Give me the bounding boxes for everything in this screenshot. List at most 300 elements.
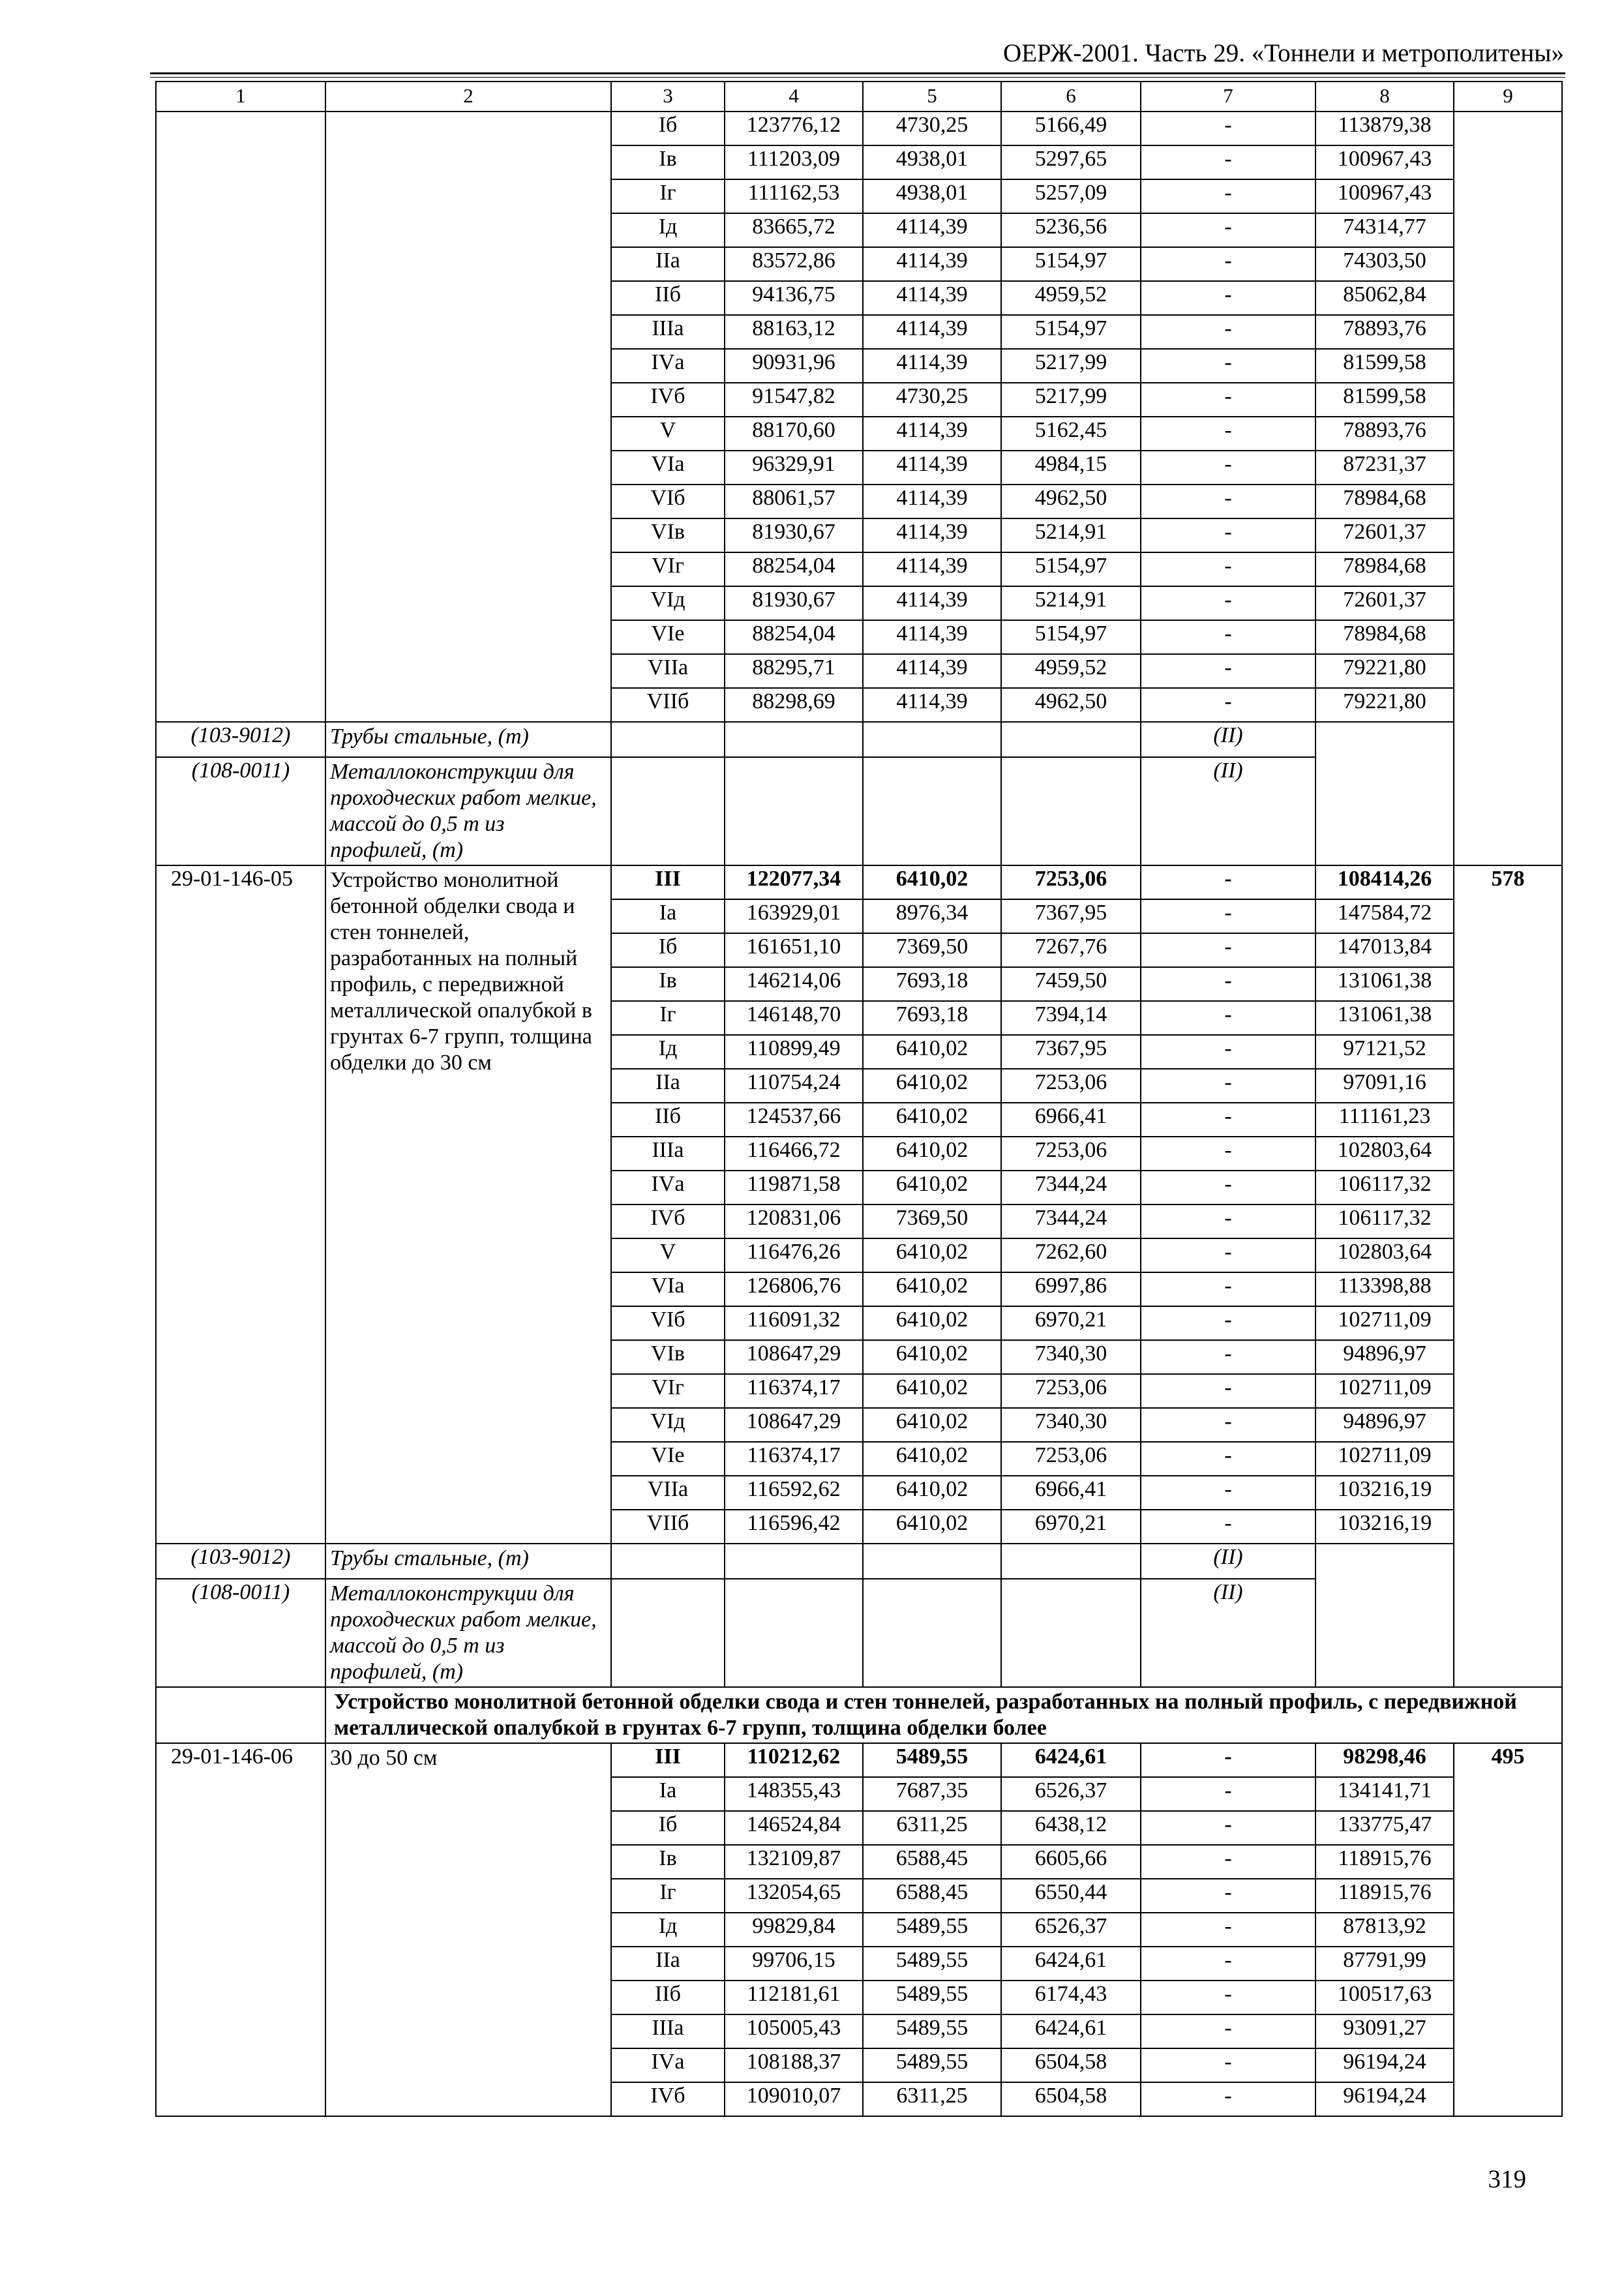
- variant-cell: Iд: [611, 1035, 725, 1069]
- variant-cell: IVа: [611, 2048, 725, 2082]
- total-cost-cell: 163929,01: [725, 899, 863, 933]
- total-cost-cell: 148355,43: [725, 1777, 863, 1811]
- wages-cell: 4114,39: [863, 586, 1001, 620]
- column-number: 9: [1454, 82, 1562, 112]
- machines-cell: 7262,60: [1001, 1238, 1141, 1272]
- materials-cost-cell: 78893,76: [1316, 417, 1454, 451]
- materials-cost-cell: 78984,68: [1316, 552, 1454, 586]
- header-rule: [150, 72, 1565, 74]
- total-cost-cell: 110899,49: [725, 1035, 863, 1069]
- materials-cost-cell: 85062,84: [1316, 281, 1454, 315]
- variant-cell: VIб: [611, 485, 725, 518]
- wages-cell: 6410,02: [863, 1171, 1001, 1204]
- wages-cell: 5489,55: [863, 1947, 1001, 1981]
- total-cost-cell: 99829,84: [725, 1913, 863, 1947]
- driver-wages-cell: -: [1141, 1442, 1316, 1476]
- total-cost-cell: 83572,86: [725, 247, 863, 281]
- total-cost-cell: 116374,17: [725, 1442, 863, 1476]
- variant-cell: Iг: [611, 179, 725, 213]
- total-cost-cell: 99706,15: [725, 1947, 863, 1981]
- wages-cell: 6410,02: [863, 1374, 1001, 1408]
- rate-code: 29-01-146-05: [156, 865, 325, 1544]
- wages-cell: 6588,45: [863, 1845, 1001, 1879]
- variant-cell: Iг: [611, 1879, 725, 1913]
- materials-cost-cell: 93091,27: [1316, 2014, 1454, 2048]
- machines-cell: 6438,12: [1001, 1811, 1141, 1845]
- driver-wages-cell: -: [1141, 1238, 1316, 1272]
- page-header-title: ОЕРЖ-2001. Часть 29. «Тоннели и метрополитены»: [1002, 39, 1564, 67]
- machines-cell: 7253,06: [1001, 1137, 1141, 1171]
- total-cost-cell: 124537,66: [725, 1103, 863, 1137]
- variant-cell: VIв: [611, 518, 725, 552]
- materials-cost-cell: 106117,32: [1316, 1171, 1454, 1204]
- machines-cell: 5214,91: [1001, 586, 1141, 620]
- materials-cost-cell: 94896,97: [1316, 1340, 1454, 1374]
- materials-cost-cell: 147584,72: [1316, 899, 1454, 933]
- materials-cost-cell: 108414,26: [1316, 865, 1454, 899]
- material-row: [156, 1544, 1562, 1579]
- wages-cell: 4114,39: [863, 552, 1001, 586]
- material-name: Металлоконструкции для проходческих работ мелкие, массой до 0,5 т из профилей, (т): [325, 1579, 611, 1687]
- variant-cell: IIа: [611, 1069, 725, 1103]
- total-cost-cell: 81930,67: [725, 518, 863, 552]
- wages-cell: 6410,02: [863, 1103, 1001, 1137]
- driver-wages-cell: -: [1141, 518, 1316, 552]
- variant-cell: IVб: [611, 2082, 725, 2116]
- header-rule-thin: [150, 77, 1565, 78]
- section-heading-row: [156, 1687, 1562, 1743]
- machines-cell: 7394,14: [1001, 1001, 1141, 1035]
- material-name: Трубы стальные, (т): [325, 722, 611, 757]
- driver-wages-cell: -: [1141, 145, 1316, 179]
- materials-cost-cell: 147013,84: [1316, 933, 1454, 967]
- empty-cell: [725, 1544, 863, 1579]
- variant-cell: Iв: [611, 145, 725, 179]
- material-row: [156, 1579, 1562, 1687]
- wages-cell: 6410,02: [863, 1476, 1001, 1510]
- materials-cost-cell: 74314,77: [1316, 213, 1454, 247]
- variant-cell: VIв: [611, 1340, 725, 1374]
- variant-cell: VIIб: [611, 1510, 725, 1544]
- total-cost-cell: 116592,62: [725, 1476, 863, 1510]
- wages-cell: 4114,39: [863, 485, 1001, 518]
- wages-cell: 6410,02: [863, 1408, 1001, 1442]
- material-code: (108-0011): [156, 757, 325, 865]
- materials-cost-cell: 102711,09: [1316, 1374, 1454, 1408]
- total-cost-cell: 88254,04: [725, 552, 863, 586]
- total-cost-cell: 146214,06: [725, 967, 863, 1001]
- driver-wages-cell: -: [1141, 586, 1316, 620]
- total-cost-cell: 111162,53: [725, 179, 863, 213]
- wages-cell: 6311,25: [863, 2082, 1001, 2116]
- machines-cell: 6605,66: [1001, 1845, 1141, 1879]
- code-cell: [156, 112, 325, 722]
- driver-wages-cell: -: [1141, 1811, 1316, 1845]
- materials-cost-cell: 100967,43: [1316, 179, 1454, 213]
- empty-cell: [725, 757, 863, 865]
- driver-wages-cell: -: [1141, 1001, 1316, 1035]
- wages-cell: 6588,45: [863, 1879, 1001, 1913]
- total-cost-cell: 116374,17: [725, 1374, 863, 1408]
- machines-cell: 6424,61: [1001, 2014, 1141, 2048]
- machines-cell: 6424,61: [1001, 1743, 1141, 1777]
- total-cost-cell: 146524,84: [725, 1811, 863, 1845]
- material-note: (II): [1141, 757, 1316, 865]
- machines-cell: 7267,76: [1001, 933, 1141, 967]
- driver-wages-cell: -: [1141, 967, 1316, 1001]
- column-number: 5: [863, 82, 1001, 112]
- materials-cost-cell: 131061,38: [1316, 1001, 1454, 1035]
- machines-cell: 6970,21: [1001, 1510, 1141, 1544]
- variant-cell: III: [611, 865, 725, 899]
- materials-cost-cell: 87231,37: [1316, 451, 1454, 485]
- driver-wages-cell: -: [1141, 899, 1316, 933]
- machines-cell: 5154,97: [1001, 315, 1141, 349]
- material-code: (103-9012): [156, 722, 325, 757]
- driver-wages-cell: -: [1141, 179, 1316, 213]
- variant-cell: VIд: [611, 1408, 725, 1442]
- materials-cost-cell: 97091,16: [1316, 1069, 1454, 1103]
- wages-cell: 6410,02: [863, 1306, 1001, 1340]
- variant-cell: Iб: [611, 1811, 725, 1845]
- column-number: 4: [725, 82, 863, 112]
- materials-cost-cell: 97121,52: [1316, 1035, 1454, 1069]
- total-cost-cell: 126806,76: [725, 1272, 863, 1306]
- variant-cell: Iб: [611, 933, 725, 967]
- wages-cell: 6410,02: [863, 1442, 1001, 1476]
- materials-cost-cell: 100967,43: [1316, 145, 1454, 179]
- driver-wages-cell: -: [1141, 1374, 1316, 1408]
- total-cost-cell: 83665,72: [725, 213, 863, 247]
- materials-cost-cell: 79221,80: [1316, 688, 1454, 722]
- variant-cell: IIIа: [611, 315, 725, 349]
- page-number: 319: [1488, 2165, 1526, 2193]
- variant-cell: Iг: [611, 1001, 725, 1035]
- wages-cell: 5489,55: [863, 2014, 1001, 2048]
- materials-cost-cell: 113879,38: [1316, 112, 1454, 145]
- wages-cell: 4114,39: [863, 213, 1001, 247]
- driver-wages-cell: -: [1141, 1510, 1316, 1544]
- driver-wages-cell: -: [1141, 281, 1316, 315]
- variant-cell: IIб: [611, 281, 725, 315]
- total-cost-cell: 116466,72: [725, 1137, 863, 1171]
- variant-cell: VIд: [611, 586, 725, 620]
- wages-cell: 6410,02: [863, 1069, 1001, 1103]
- materials-cost-cell: 74303,50: [1316, 247, 1454, 281]
- material-note: (II): [1141, 1544, 1316, 1579]
- driver-wages-cell: -: [1141, 349, 1316, 383]
- materials-cost-cell: 134141,71: [1316, 1777, 1454, 1811]
- machines-cell: 7253,06: [1001, 1374, 1141, 1408]
- materials-cost-cell: 81599,58: [1316, 383, 1454, 417]
- wages-cell: 6410,02: [863, 1137, 1001, 1171]
- driver-wages-cell: -: [1141, 2048, 1316, 2082]
- total-cost-cell: 109010,07: [725, 2082, 863, 2116]
- materials-cost-cell: 72601,37: [1316, 518, 1454, 552]
- machines-cell: 6970,21: [1001, 1306, 1141, 1340]
- variant-cell: IVа: [611, 349, 725, 383]
- variant-cell: Iв: [611, 967, 725, 1001]
- driver-wages-cell: -: [1141, 383, 1316, 417]
- total-cost-cell: 108188,37: [725, 2048, 863, 2082]
- material-row: [156, 757, 1562, 865]
- materials-cost-cell: 131061,38: [1316, 967, 1454, 1001]
- variant-cell: VIе: [611, 620, 725, 654]
- variant-cell: IIIа: [611, 2014, 725, 2048]
- machines-cell: 6550,44: [1001, 1879, 1141, 1913]
- variant-cell: IIб: [611, 1981, 725, 2014]
- material-name: Металлоконструкции для проходческих работ мелкие, массой до 0,5 т из профилей, (т): [325, 757, 611, 865]
- column-number: 1: [156, 82, 325, 112]
- variant-cell: III: [611, 1743, 725, 1777]
- variant-cell: VIа: [611, 451, 725, 485]
- driver-wages-cell: -: [1141, 485, 1316, 518]
- machines-cell: 4962,50: [1001, 688, 1141, 722]
- total-cost-cell: 116596,42: [725, 1510, 863, 1544]
- variant-cell: IIIа: [611, 1137, 725, 1171]
- material-code: (108-0011): [156, 1579, 325, 1687]
- wages-cell: 6410,02: [863, 1272, 1001, 1306]
- variant-cell: VIг: [611, 1374, 725, 1408]
- wages-cell: 6311,25: [863, 1811, 1001, 1845]
- col9-value: 578: [1454, 865, 1562, 1687]
- materials-cost-cell: 98298,46: [1316, 1743, 1454, 1777]
- empty-cell: [863, 757, 1001, 865]
- machines-cell: 7459,50: [1001, 967, 1141, 1001]
- total-cost-cell: 94136,75: [725, 281, 863, 315]
- wages-cell: 4114,39: [863, 654, 1001, 688]
- machines-cell: 6504,58: [1001, 2048, 1141, 2082]
- total-cost-cell: 110212,62: [725, 1743, 863, 1777]
- total-cost-cell: 132109,87: [725, 1845, 863, 1879]
- empty-cell: [1001, 722, 1141, 757]
- materials-cost-cell: 87813,92: [1316, 1913, 1454, 1947]
- empty-cell: [725, 722, 863, 757]
- wages-cell: 4730,25: [863, 383, 1001, 417]
- driver-wages-cell: -: [1141, 1947, 1316, 1981]
- total-cost-cell: 111203,09: [725, 145, 863, 179]
- machines-cell: 6966,41: [1001, 1103, 1141, 1137]
- machines-cell: 5214,91: [1001, 518, 1141, 552]
- variant-cell: Iа: [611, 1777, 725, 1811]
- machines-cell: 6504,58: [1001, 2082, 1141, 2116]
- driver-wages-cell: -: [1141, 1476, 1316, 1510]
- material-note: (II): [1141, 1579, 1316, 1687]
- driver-wages-cell: -: [1141, 933, 1316, 967]
- driver-wages-cell: -: [1141, 247, 1316, 281]
- machines-cell: 5154,97: [1001, 247, 1141, 281]
- col9-cell: [1454, 112, 1562, 865]
- wages-cell: 7369,50: [863, 933, 1001, 967]
- machines-cell: 5154,97: [1001, 620, 1141, 654]
- total-cost-cell: 108647,29: [725, 1408, 863, 1442]
- variant-cell: Iд: [611, 1913, 725, 1947]
- variant-cell: IVб: [611, 383, 725, 417]
- material-name: Трубы стальные, (т): [325, 1544, 611, 1579]
- wages-cell: 5489,55: [863, 1913, 1001, 1947]
- machines-cell: 6966,41: [1001, 1476, 1141, 1510]
- total-cost-cell: 132054,65: [725, 1879, 863, 1913]
- variant-cell: VIIа: [611, 654, 725, 688]
- wages-cell: 5489,55: [863, 2048, 1001, 2082]
- materials-cost-cell: 81599,58: [1316, 349, 1454, 383]
- materials-cost-cell: 102711,09: [1316, 1442, 1454, 1476]
- machines-cell: 7340,30: [1001, 1408, 1141, 1442]
- empty-cell: [611, 1579, 725, 1687]
- machines-cell: 4984,15: [1001, 451, 1141, 485]
- materials-cost-cell: 87791,99: [1316, 1947, 1454, 1981]
- rate-name: 30 до 50 см: [325, 1743, 611, 2116]
- total-cost-cell: 112181,61: [725, 1981, 863, 2014]
- variant-cell: VIг: [611, 552, 725, 586]
- machines-cell: 7253,06: [1001, 865, 1141, 899]
- wages-cell: 4114,39: [863, 349, 1001, 383]
- machines-cell: 7340,30: [1001, 1340, 1141, 1374]
- materials-cost-cell: 100517,63: [1316, 1981, 1454, 2014]
- driver-wages-cell: -: [1141, 1272, 1316, 1306]
- materials-cost-cell: 118915,76: [1316, 1845, 1454, 1879]
- machines-cell: 6424,61: [1001, 1947, 1141, 1981]
- total-cost-cell: 116091,32: [725, 1306, 863, 1340]
- materials-cost-cell: 111161,23: [1316, 1103, 1454, 1137]
- empty-cell: [725, 1579, 863, 1687]
- materials-cost-cell: 102711,09: [1316, 1306, 1454, 1340]
- driver-wages-cell: -: [1141, 1035, 1316, 1069]
- materials-cost-cell: 78984,68: [1316, 485, 1454, 518]
- material-code: (103-9012): [156, 1544, 325, 1579]
- wages-cell: 4114,39: [863, 451, 1001, 485]
- materials-cost-cell: 94896,97: [1316, 1408, 1454, 1442]
- driver-wages-cell: -: [1141, 2082, 1316, 2116]
- section-heading: Устройство монолитной бетонной обделки свода и стен тоннелей, разработанных на полный профиль, с передвижной металлической опалубкой в грунтах 6-7 групп, толщина обделки более: [325, 1687, 1562, 1743]
- material-row: [156, 722, 1562, 757]
- total-cost-cell: 88254,04: [725, 620, 863, 654]
- variant-cell: V: [611, 417, 725, 451]
- machines-cell: 7344,24: [1001, 1204, 1141, 1238]
- wages-cell: 7693,18: [863, 1001, 1001, 1035]
- driver-wages-cell: -: [1141, 1340, 1316, 1374]
- empty-cell: [1001, 1579, 1141, 1687]
- total-cost-cell: 88170,60: [725, 417, 863, 451]
- column-number: 8: [1316, 82, 1454, 112]
- machines-cell: 5217,99: [1001, 383, 1141, 417]
- table-row-main: [156, 1743, 1562, 1777]
- col9-value: 495: [1454, 1743, 1562, 2116]
- wages-cell: 6410,02: [863, 1035, 1001, 1069]
- machines-cell: 7367,95: [1001, 1035, 1141, 1069]
- machines-cell: 5166,49: [1001, 112, 1141, 145]
- driver-wages-cell: -: [1141, 688, 1316, 722]
- materials-cost-cell: 78984,68: [1316, 620, 1454, 654]
- variant-cell: VIIб: [611, 688, 725, 722]
- empty-cell: [863, 1544, 1001, 1579]
- driver-wages-cell: -: [1141, 1103, 1316, 1137]
- materials-cost-cell: 79221,80: [1316, 654, 1454, 688]
- driver-wages-cell: -: [1141, 1879, 1316, 1913]
- total-cost-cell: 161651,10: [725, 933, 863, 967]
- variant-cell: IVб: [611, 1204, 725, 1238]
- machines-cell: 6997,86: [1001, 1272, 1141, 1306]
- wages-cell: 4730,25: [863, 112, 1001, 145]
- name-cell: [325, 112, 611, 722]
- driver-wages-cell: -: [1141, 1743, 1316, 1777]
- driver-wages-cell: -: [1141, 1069, 1316, 1103]
- variant-cell: Iб: [611, 112, 725, 145]
- total-cost-cell: 88295,71: [725, 654, 863, 688]
- empty-cell: [611, 1544, 725, 1579]
- driver-wages-cell: -: [1141, 1845, 1316, 1879]
- rate-name: Устройство монолитной бетонной обделки свода и стен тоннелей, разработанных на полный профиль, с передвижной металлической опалубкой в грунтах 6-7 групп, толщина обделки до 30 см: [325, 865, 611, 1544]
- driver-wages-cell: -: [1141, 1306, 1316, 1340]
- column-number: 2: [325, 82, 611, 112]
- material-note: (II): [1141, 722, 1316, 757]
- total-cost-cell: 120831,06: [725, 1204, 863, 1238]
- total-cost-cell: 90931,96: [725, 349, 863, 383]
- total-cost-cell: 88298,69: [725, 688, 863, 722]
- variant-cell: VIIа: [611, 1476, 725, 1510]
- wages-cell: 4114,39: [863, 620, 1001, 654]
- driver-wages-cell: -: [1141, 451, 1316, 485]
- wages-cell: 7369,50: [863, 1204, 1001, 1238]
- total-cost-cell: 122077,34: [725, 865, 863, 899]
- driver-wages-cell: -: [1141, 654, 1316, 688]
- variant-cell: VIб: [611, 1306, 725, 1340]
- materials-cost-cell: 78893,76: [1316, 315, 1454, 349]
- machines-cell: 5162,45: [1001, 417, 1141, 451]
- machines-cell: 4962,50: [1001, 485, 1141, 518]
- total-cost-cell: 123776,12: [725, 112, 863, 145]
- driver-wages-cell: -: [1141, 1981, 1316, 2014]
- driver-wages-cell: -: [1141, 1408, 1316, 1442]
- variant-cell: IIа: [611, 247, 725, 281]
- machines-cell: 5297,65: [1001, 145, 1141, 179]
- column-number: 3: [611, 82, 725, 112]
- driver-wages-cell: -: [1141, 315, 1316, 349]
- wages-cell: 6410,02: [863, 1510, 1001, 1544]
- materials-cost-cell: 72601,37: [1316, 586, 1454, 620]
- wages-cell: 4114,39: [863, 281, 1001, 315]
- wages-cell: 4114,39: [863, 247, 1001, 281]
- materials-cost-cell: 96194,24: [1316, 2048, 1454, 2082]
- variant-cell: VIа: [611, 1272, 725, 1306]
- materials-cost-cell: 96194,24: [1316, 2082, 1454, 2116]
- column-number: 6: [1001, 82, 1141, 112]
- total-cost-cell: 110754,24: [725, 1069, 863, 1103]
- driver-wages-cell: -: [1141, 112, 1316, 145]
- rates-table: [155, 81, 1563, 2117]
- machines-cell: 5217,99: [1001, 349, 1141, 383]
- driver-wages-cell: -: [1141, 1913, 1316, 1947]
- driver-wages-cell: -: [1141, 213, 1316, 247]
- driver-wages-cell: -: [1141, 865, 1316, 899]
- variant-cell: V: [611, 1238, 725, 1272]
- total-cost-cell: 105005,43: [725, 2014, 863, 2048]
- wages-cell: 4114,39: [863, 417, 1001, 451]
- materials-cost-cell: 118915,76: [1316, 1879, 1454, 1913]
- machines-cell: 7253,06: [1001, 1442, 1141, 1476]
- machines-cell: 6174,43: [1001, 1981, 1141, 2014]
- driver-wages-cell: -: [1141, 1171, 1316, 1204]
- empty-cell: [611, 722, 725, 757]
- wages-cell: 5489,55: [863, 1743, 1001, 1777]
- driver-wages-cell: -: [1141, 1777, 1316, 1811]
- wages-cell: 8976,34: [863, 899, 1001, 933]
- total-cost-cell: 146148,70: [725, 1001, 863, 1035]
- total-cost-cell: 81930,67: [725, 586, 863, 620]
- materials-cost-cell: 103216,19: [1316, 1510, 1454, 1544]
- wages-cell: 4114,39: [863, 518, 1001, 552]
- total-cost-cell: 119871,58: [725, 1171, 863, 1204]
